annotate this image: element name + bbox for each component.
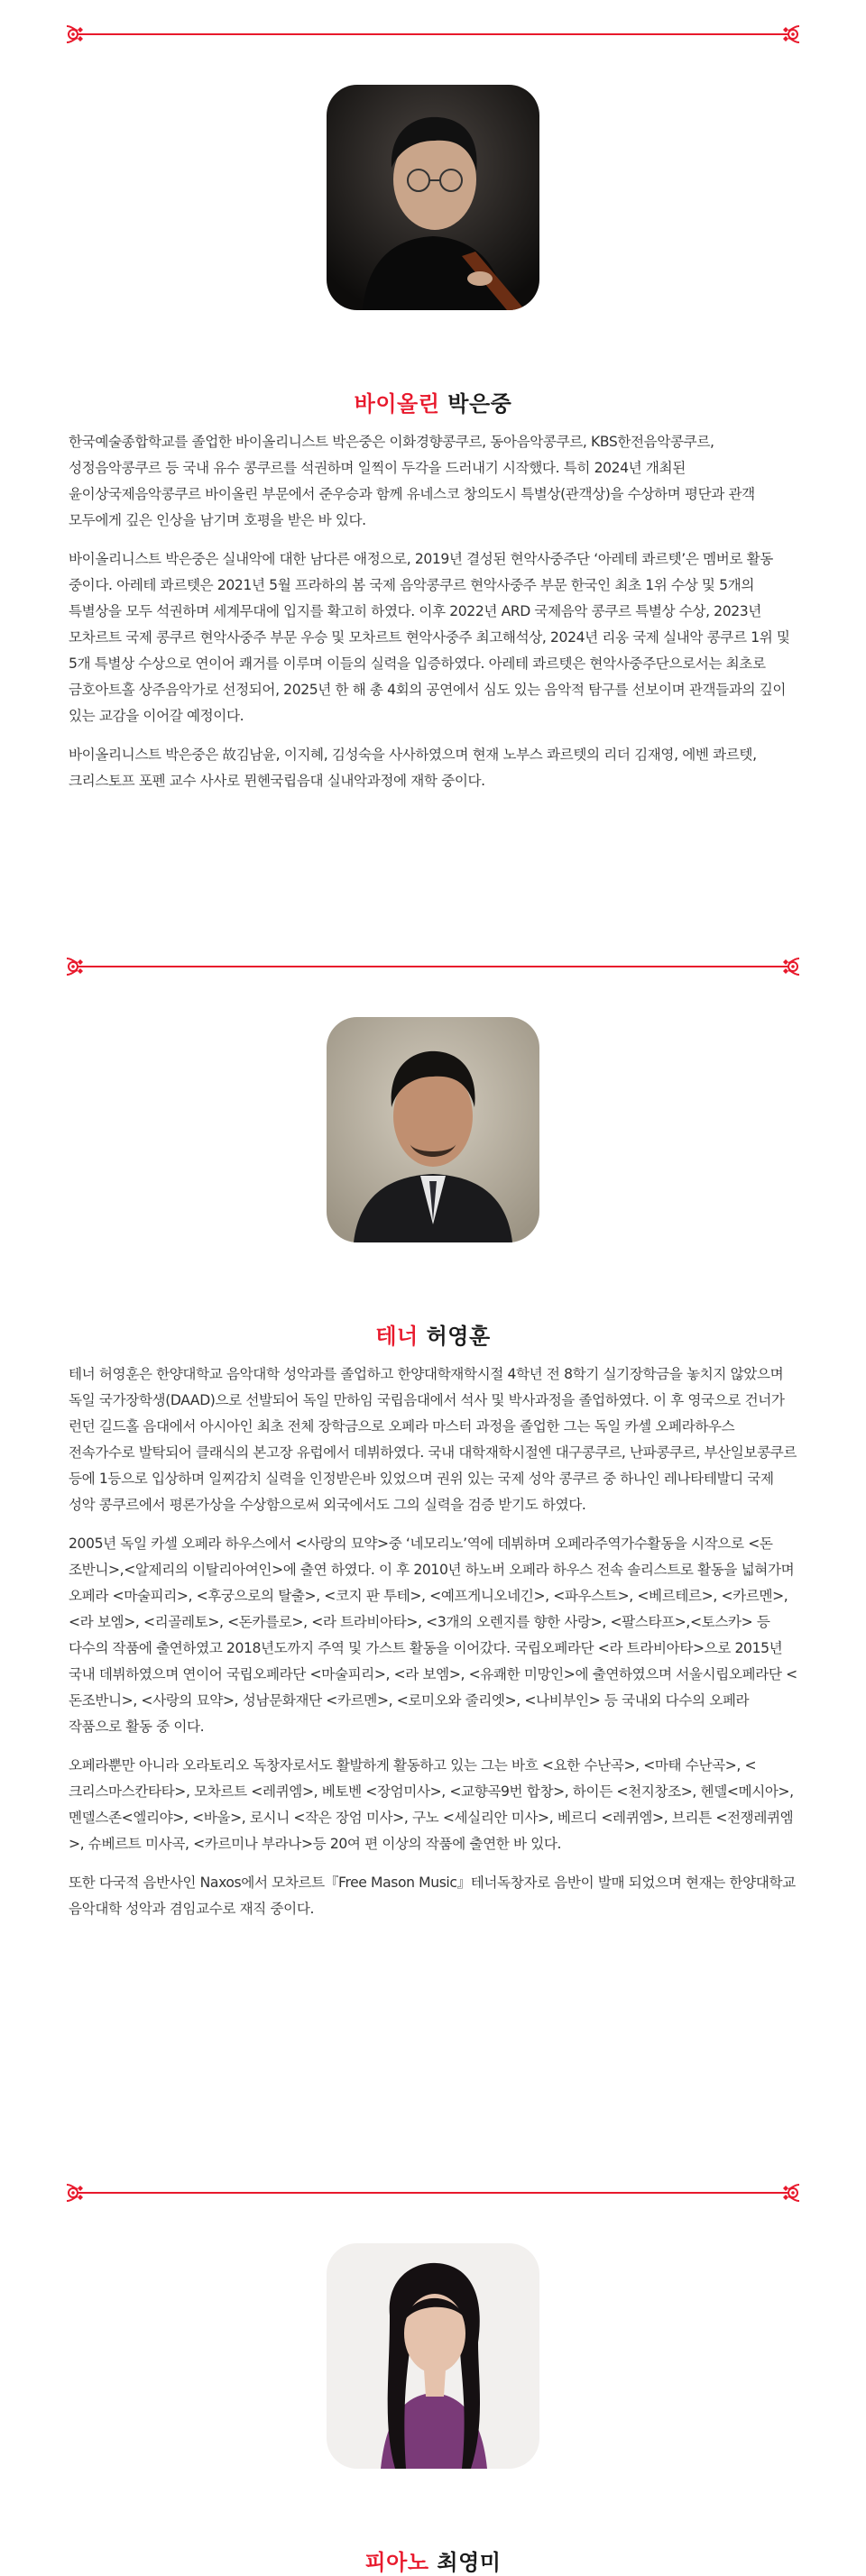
performer-name xyxy=(0,1318,866,1350)
bio-paragraph: 테너 허영훈은 한양대학교 음악대학 성악과를 졸업하고 한양대학재학시절 4학년 전 8학기 실기장학금을 놓치지 않았으며 독일 국가장학생(DAAD)으로 선발되어 독일 만하임 국립음대에서 석사 및 박사과정을 졸업하였다. 이 후 영국으로 건너가 런던 길드홀 음대에서 아시아인 최초 전체 장학금으로 오페라 마스터 과정을 졸업한 그는 독일 카셀 오페라하우스 전속가수로 발탁되어 클래식의 본고장 유럽에서 데뷔하였다. 국내 대학재학시절엔 대구콩쿠르, 난파콩쿠르, 부산일보콩쿠르 등에 1등으로 입상하며 일찌감치 실력을 인정받은바 있었으며 권위 있는 국제 성악 콩쿠르 중 하나인 레나타테발디 국제 성악 콩쿠르에서 평론가상을 수상함으로써 외국에서도 그의 실력을 검증 받기도 하였다. xyxy=(69,1366,797,1513)
performer-person-name: 박은중 xyxy=(447,391,512,417)
ornament-icon xyxy=(65,2180,90,2205)
performer-name xyxy=(0,2544,866,2576)
bio-paragraph: 오페라뿐만 아니라 오라토리오 독창자로서도 활발하게 활동하고 있는 그는 바흐 <요한 수난곡>, <마태 수난곡>, <크리스마스칸타타>, 모차르트 <레퀴엠>, 베토벤 <장엄미사>, <교향곡9번 합창>, 하이든 <천지창조>, 헨델<메시아>, 멘델스존<엘리야>, <바울>, 로시니 <작은 장엄 미사>, 구노 <세실리안 미사>, 베르디 <레퀴엠>, 브리튼 <전쟁레퀴엠>, 슈베르트 미사곡, <카르미나 부라나>등 20여 편 이상의 작품에 출연한 바 있다. xyxy=(69,1757,794,1852)
bio-paragraph: 또한 다국적 음반사인 Naxos에서 모차르트『Free Mason Music』테너독창자로 음반이 발매 되었으며 현재는 한양대학교 음악대학 성악과 겸임교수로 재직 중이다. xyxy=(69,1875,796,1917)
performer-bio xyxy=(69,1361,801,1935)
portrait-pianist xyxy=(327,2243,539,2469)
performer-bio xyxy=(69,429,801,807)
performer-name xyxy=(0,386,866,417)
ornament-icon xyxy=(776,22,801,47)
ornament-icon xyxy=(776,2180,801,2205)
bio-paragraph: 한국예술종합학교를 졸업한 바이올리니스트 박은중은 이화경향콩쿠르, 동아음악콩쿠르, KBS한전음악콩쿠르, 성정음악콩쿠르 등 국내 유수 콩쿠르를 석권하며 일찍이 두각을 드러내기 시작했다. 특히 2024년 개최된 윤이상국제음악콩쿠르 바이올린 부문에서 준우승과 함께 유네스코 창의도시 특별상(관객상)을 수상하며 평단과 관객 모두에게 깊은 인상을 남기며 호평을 받은 바 있다. xyxy=(69,434,755,528)
ornament-icon xyxy=(65,954,90,979)
bio-paragraph: 바이올리니스트 박은중은 故김남윤, 이지혜, 김성숙을 사사하였으며 현재 노부스 콰르텟의 리더 김재영, 에벤 콰르텟, 크리스토프 포펜 교수 사사로 뮌헨국립음대 실내악과정에 재학 중이다. xyxy=(69,747,757,789)
ornament-icon xyxy=(776,954,801,979)
portrait-tenor xyxy=(327,1017,539,1242)
bio-paragraph: 바이올리니스트 박은중은 실내악에 대한 남다른 애정으로, 2019년 결성된 현악사중주단 ‘아레테 콰르텟’은 멤버로 활동 중이다. 아레테 콰르텟은 2021년 5월 프라하의 봄 국제 음악콩쿠르 현악사중주 부문 한국인 최초 1위 수상 및 5개의 특별상을 모두 석권하며 세계무대에 입지를 확고히 하였다. 이후 2022년 ARD 국제음악 콩쿠르 특별상 수상, 2023년 모차르트 국제 콩쿠르 현악사중주 부문 우승 및 모차르트 현악사중주 최고해석상, 2024년 리옹 국제 실내악 콩쿠르 1위 및 5개 특별상 수상으로 연이어 쾌거를 이루며 이들의 실력을 입증하였다. 아레테 콰르텟은 현악사중주단으로서는 최초로 금호아트홀 상주음악가로 선정되어, 2025년 한 해 총 4회의 공연에서 심도 있는 음악적 탐구를 선보이며 관객들과의 깊이 있는 교감을 이어갈 예정이다. xyxy=(69,551,790,724)
performer-role: 피아노 xyxy=(364,2550,429,2575)
portrait-violinist xyxy=(327,85,539,310)
section-divider xyxy=(65,2180,801,2205)
performer-role: 테너 xyxy=(375,1324,419,1349)
performer-person-name: 최영미 xyxy=(437,2550,502,2575)
section-divider xyxy=(65,954,801,979)
ornament-icon xyxy=(65,22,90,47)
bio-paragraph: 2005년 독일 카셀 오페라 하우스에서 <사랑의 묘약>중 ‘네모리노’역에 데뷔하며 오페라주역가수활동을 시작으로 <돈 조반니>,<알제리의 이탈리아여인>에 출연 하였다. 이 후 2010년 하노버 오페라 하우스 전속 솔리스트로 활동을 넓혀가며 오페라 <마술피리>, <후궁으로의 탈출>, <코지 판 투테>, <예프게니오네긴>, <파우스트>, <베르테르>, <카르멘>, <라 보엠>, <리골레토>, <돈카를로>, <라 트라비아타>, <3개의 오렌지를 향한 사랑>, <팔스타프>,<토스카> 등 다수의 작품에 출연하였고 2018년도까지 주역 및 가스트 활동을 이어갔다. 국립오페라단 <라 트라비아타>으로 2015년 국내 데뷔하였으며 연이어 국립오페라단 <마술피리>, <라 보엠>, <유쾌한 미망인>에 출연하였으며 서울시립오페라단 <돈조반니>, <사랑의 묘약>, 성남문화재단 <카르멘>, <로미오와 줄리엣>, <나비부인> 등 국내외 다수의 오페라 작품으로 활동 중 이다. xyxy=(69,1536,797,1735)
performer-person-name: 허영훈 xyxy=(426,1324,491,1349)
performer-role: 바이올린 xyxy=(354,391,440,417)
section-divider xyxy=(65,22,801,47)
